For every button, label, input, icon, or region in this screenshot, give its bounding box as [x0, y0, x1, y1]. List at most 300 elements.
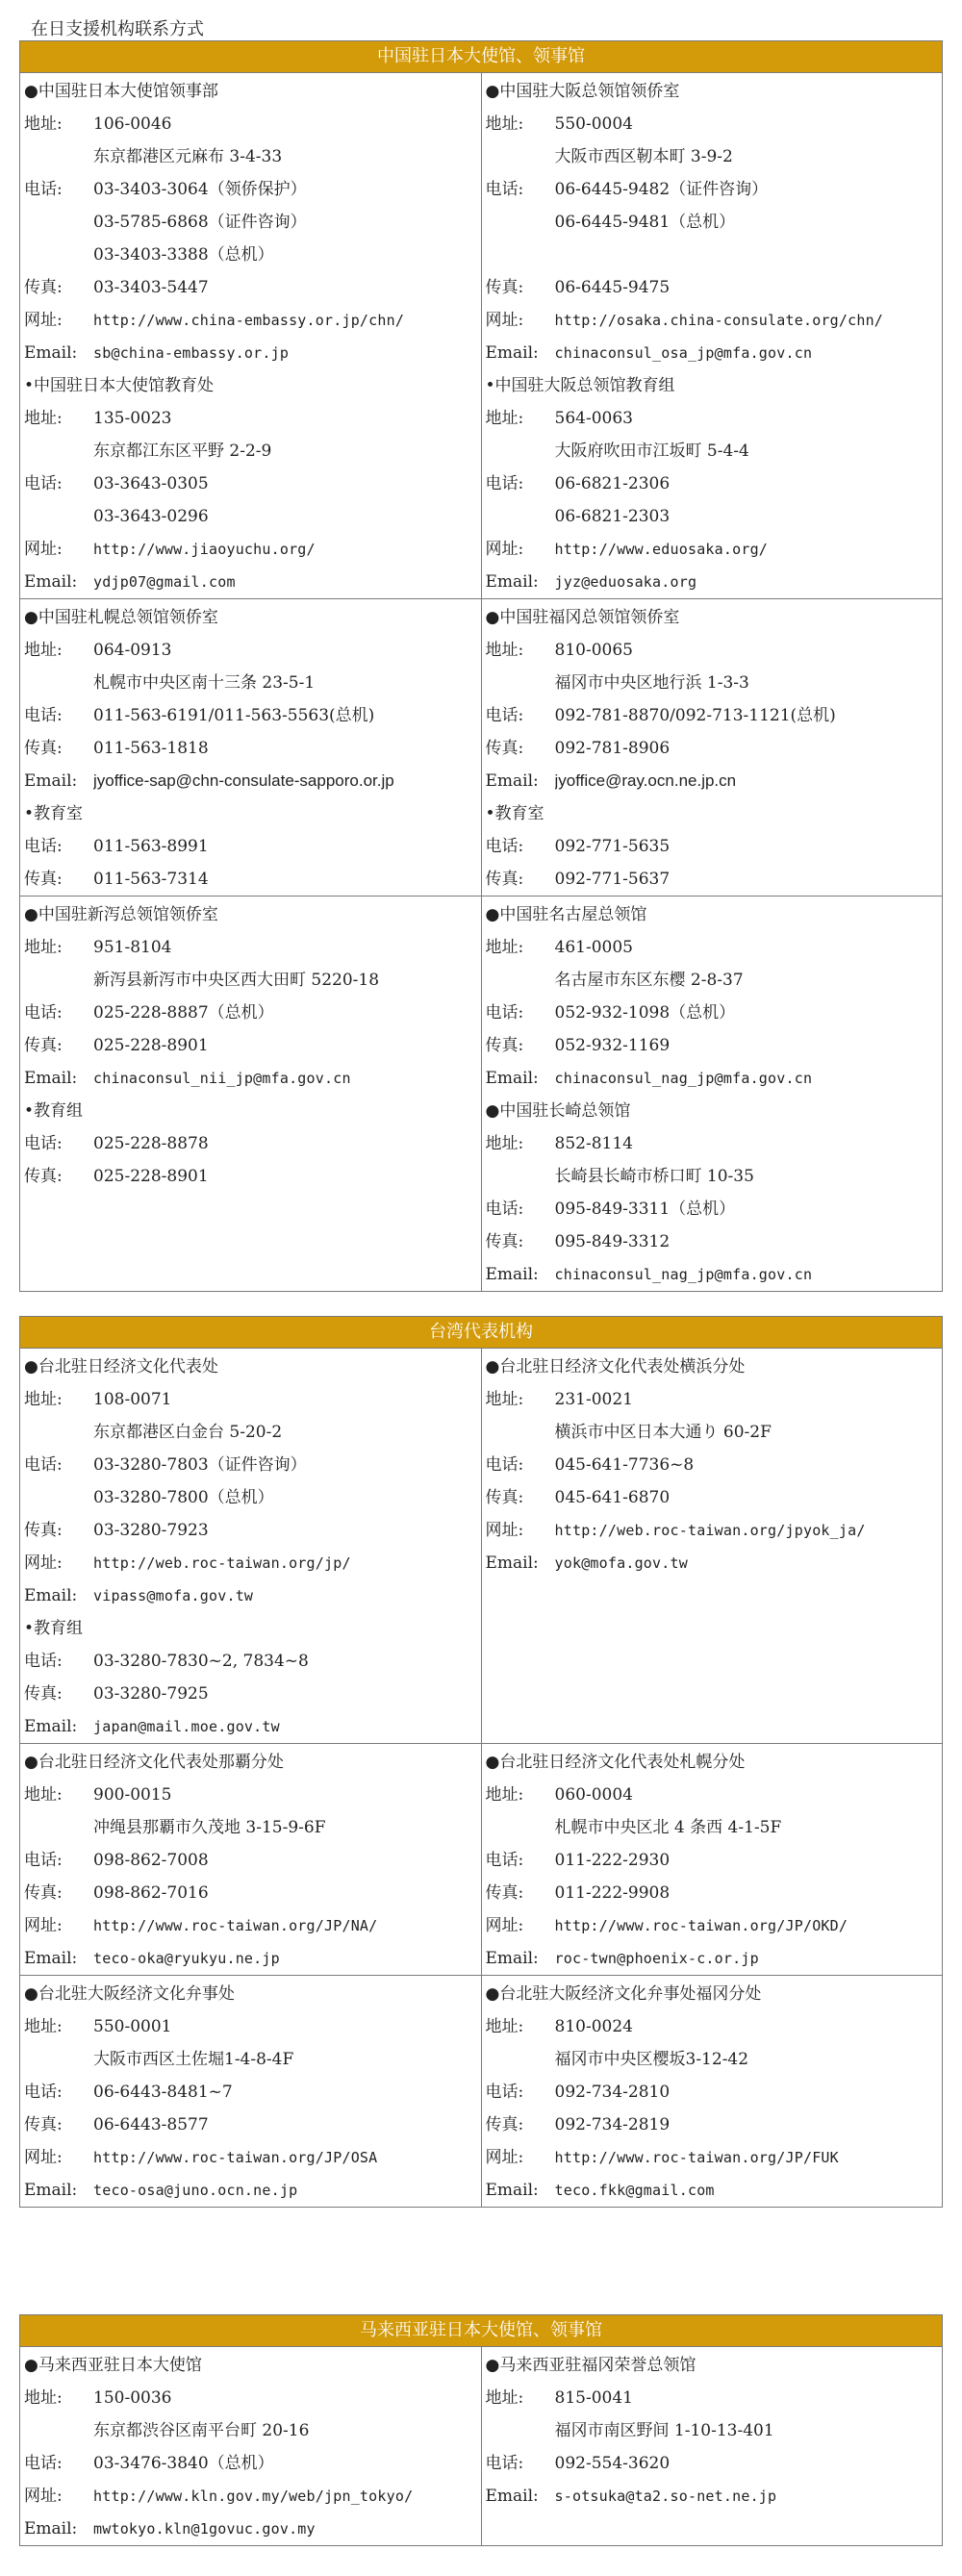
- contact-cell: [481, 599, 942, 897]
- contact-cell: [481, 1744, 942, 1976]
- contact-line: [482, 699, 943, 732]
- contact-line: [482, 566, 943, 598]
- field-value: 06-6821-2306: [554, 474, 671, 493]
- contact-line: [482, 337, 943, 369]
- field-label: [20, 206, 93, 239]
- office-name: [20, 75, 481, 108]
- office-name: [482, 369, 943, 402]
- contact-line: [482, 1779, 943, 1811]
- field-label: 地址:: [485, 2017, 524, 2036]
- contact-line: [20, 140, 481, 173]
- office-name-text: 中国驻日本大使馆教育处: [34, 376, 215, 395]
- field-value: 06-6445-9481（总机）: [554, 213, 736, 232]
- field-label: [482, 1416, 555, 1449]
- office-name-text: 中国驻札幌总领馆领侨室: [38, 608, 218, 627]
- field-value: 045-641-6870: [554, 1488, 671, 1507]
- email-link[interactable]: japan@mail.moe.gov.tw: [93, 1718, 280, 1735]
- contact-row: [20, 2347, 942, 2545]
- bullet-icon: ●: [485, 2356, 500, 2375]
- field-label: Email:: [24, 2181, 78, 2200]
- office-block: [20, 898, 481, 1095]
- contact-line: [20, 271, 481, 304]
- field-label: Email:: [485, 2181, 539, 2200]
- field-value: 06-6445-9475: [554, 278, 671, 297]
- field-value: 011-563-7314: [93, 870, 209, 889]
- bullet-icon: •: [24, 804, 35, 823]
- contact-cell: [20, 73, 481, 599]
- office-name: [20, 1351, 481, 1383]
- field-label: 地址:: [24, 114, 63, 134]
- contact-line: [20, 1029, 481, 1062]
- office-block: [482, 75, 943, 369]
- office-block: [20, 601, 481, 797]
- office-name: [20, 797, 481, 830]
- field-value: 025-228-8887（总机）: [93, 1003, 274, 1023]
- contact-line: [20, 964, 481, 997]
- contact-line: [482, 1811, 943, 1844]
- field-value: 098-862-7016: [93, 1883, 209, 1903]
- office-block: [20, 2349, 481, 2545]
- email-link[interactable]: jyoffice-sap@chn-consulate-sapporo.or.jp: [93, 771, 394, 790]
- office-name: [482, 898, 943, 931]
- field-value: 06-6445-9482（证件咨询）: [554, 180, 769, 199]
- email-link[interactable]: jyoffice@ray.ocn.ne.jp.cn: [554, 771, 737, 790]
- field-label: 网址:: [24, 311, 63, 330]
- field-value: 564-0063: [554, 409, 633, 428]
- field-value: 810-0065: [554, 641, 633, 660]
- field-label: 地址:: [485, 938, 524, 957]
- contact-line: [20, 2076, 481, 2109]
- bullet-icon: •: [485, 804, 495, 823]
- contact-line: [482, 863, 943, 896]
- contact-line: [20, 1909, 481, 1942]
- field-label: [20, 435, 93, 467]
- field-value: 横浜市中区日本大通り 60-2F: [554, 1423, 772, 1442]
- contact-line: [20, 667, 481, 699]
- field-label: 网址:: [485, 1916, 524, 1935]
- field-value: 092-734-2819: [554, 2115, 671, 2134]
- field-label: 传真:: [485, 739, 524, 758]
- office-name: [482, 797, 943, 830]
- office-name: [20, 369, 481, 402]
- bullet-icon: •: [485, 376, 495, 395]
- field-value: 011-563-6191/011-563-5563(总机): [93, 706, 375, 725]
- field-label: 地址:: [485, 1785, 524, 1805]
- email-link[interactable]: teco-oka@ryukyu.ne.jp: [93, 1950, 280, 1967]
- office-name: [482, 1095, 943, 1127]
- field-value: 福冈市中央区地行浜 1-3-3: [554, 673, 749, 693]
- field-label: 地址:: [24, 938, 63, 957]
- field-label: 传真:: [24, 1036, 63, 1055]
- website-link[interactable]: http://www.china-embassy.or.jp/chn/: [93, 312, 405, 329]
- field-value: 550-0004: [554, 114, 633, 134]
- office-block: [482, 1746, 943, 1975]
- contact-line: [20, 2109, 481, 2141]
- contact-line: [20, 1481, 481, 1514]
- contact-line: [20, 997, 481, 1029]
- office-name-text: 台北驻日经济文化代表处那覇分处: [38, 1753, 284, 1772]
- field-label: 电话:: [24, 1652, 63, 1671]
- field-label: 网址:: [485, 311, 524, 330]
- contact-row: [20, 897, 942, 1292]
- office-name: [20, 1746, 481, 1779]
- contact-line: [482, 2447, 943, 2480]
- bullet-icon: ●: [24, 2356, 38, 2375]
- contact-line: [482, 1193, 943, 1225]
- email-link[interactable]: chinaconsul_osa_jp@mfa.gov.cn: [554, 344, 813, 362]
- field-label: 网址:: [485, 2148, 524, 2167]
- section-header: 中国驻日本大使馆、领事馆: [20, 41, 942, 73]
- contact-line: [20, 206, 481, 239]
- contact-line: [482, 533, 943, 566]
- office-name-text: 台北驻日经济文化代表处: [38, 1357, 218, 1376]
- contact-line: [20, 533, 481, 566]
- contact-line: [20, 500, 481, 533]
- field-label: 网址:: [24, 2148, 63, 2167]
- field-value: 815-0041: [554, 2388, 633, 2408]
- email-link[interactable]: vipass@mofa.gov.tw: [93, 1587, 254, 1604]
- field-value: 东京都港区白金台 5-20-2: [93, 1423, 283, 1442]
- contact-line: [482, 2414, 943, 2447]
- field-label: [482, 667, 555, 699]
- contact-line: [482, 2010, 943, 2043]
- field-value: 106-0046: [93, 114, 172, 134]
- contact-line: [482, 732, 943, 765]
- field-label: 电话:: [24, 1134, 63, 1153]
- email-link[interactable]: teco.fkk@gmail.com: [554, 2182, 715, 2199]
- office-block: [482, 1978, 943, 2207]
- contact-line: [20, 2447, 481, 2480]
- website-link[interactable]: http://www.jiaoyuchu.org/: [93, 541, 316, 558]
- field-value: 064-0913: [93, 641, 172, 660]
- field-label: [20, 239, 93, 271]
- office-name: [482, 601, 943, 634]
- contact-line: [20, 2043, 481, 2076]
- field-label: 电话:: [485, 1200, 524, 1219]
- bullet-icon: ●: [24, 905, 38, 924]
- contact-line: [20, 2513, 481, 2545]
- field-label: Email:: [485, 1265, 539, 1284]
- website-link[interactable]: http://www.roc-taiwan.org/JP/OSA: [93, 2149, 378, 2166]
- field-label: 电话:: [24, 2083, 63, 2102]
- office-name: [20, 601, 481, 634]
- field-value: 06-6443-8577: [93, 2115, 209, 2134]
- field-label: [482, 500, 555, 533]
- office-block: [20, 369, 481, 598]
- field-value: 东京都江东区平野 2-2-9: [93, 442, 272, 461]
- field-label: 网址:: [485, 1521, 524, 1540]
- website-link[interactable]: http://web.roc-taiwan.org/jp/: [93, 1554, 351, 1572]
- field-label: Email:: [485, 2487, 539, 2506]
- office-name: [482, 1978, 943, 2010]
- contact-line: [482, 1514, 943, 1547]
- field-label: Email:: [485, 572, 539, 592]
- field-label: 电话:: [485, 1455, 524, 1475]
- contact-line: [482, 2141, 943, 2174]
- website-link[interactable]: http://www.roc-taiwan.org/JP/FUK: [554, 2149, 839, 2166]
- field-label: 地址:: [485, 114, 524, 134]
- contact-line: [20, 765, 481, 797]
- contact-line: [482, 1909, 943, 1942]
- field-label: [482, 964, 555, 997]
- field-label: 电话:: [485, 1851, 524, 1870]
- contact-line: [20, 173, 481, 206]
- field-value: 03-3280-7803（证件咨询）: [93, 1455, 307, 1475]
- bullet-icon: ●: [24, 82, 38, 101]
- email-link[interactable]: yok@mofa.gov.tw: [554, 1554, 688, 1572]
- field-value: 108-0071: [93, 1390, 172, 1409]
- website-link[interactable]: http://www.roc-taiwan.org/JP/OKD/: [554, 1917, 848, 1934]
- contact-line: [482, 2174, 943, 2207]
- office-name-text: 中国驻福冈总领馆领侨室: [499, 608, 680, 627]
- contact-grid: [20, 2347, 942, 2545]
- field-value: 03-3280-7923: [93, 1521, 209, 1540]
- field-label: 电话:: [485, 2083, 524, 2102]
- field-value: 060-0004: [554, 1785, 633, 1805]
- contact-line: [20, 1160, 481, 1193]
- contact-line: [20, 1449, 481, 1481]
- field-label: 地址:: [485, 641, 524, 660]
- field-label: 传真:: [485, 1036, 524, 1055]
- field-label: 地址:: [24, 1390, 63, 1409]
- contact-line: [482, 271, 943, 304]
- field-value: 011-563-8991: [93, 837, 209, 856]
- contact-cell: [481, 1976, 942, 2208]
- office-name-text: 中国驻名古屋总领馆: [499, 905, 647, 924]
- contact-line: [20, 2174, 481, 2207]
- field-value: 045-641-7736~8: [554, 1455, 695, 1475]
- office-name-text: 台北驻大阪经济文化弁事处: [38, 1984, 235, 2004]
- office-name-text: 中国驻新泻总领馆领侨室: [38, 905, 218, 924]
- office-name-text: 教育组: [34, 1619, 84, 1638]
- field-value: 011-563-1818: [93, 739, 209, 758]
- field-label: 地址:: [24, 2017, 63, 2036]
- office-name: [20, 1978, 481, 2010]
- field-value: 03-3476-3840（总机）: [93, 2454, 274, 2473]
- contact-line: [20, 830, 481, 863]
- contact-line: [482, 1481, 943, 1514]
- contact-line: [482, 1062, 943, 1095]
- field-label: [482, 206, 555, 239]
- contact-line: [20, 2010, 481, 2043]
- field-label: 传真:: [24, 1684, 63, 1704]
- contact-line: [20, 1710, 481, 1743]
- contact-line: [20, 1811, 481, 1844]
- office-name-text: 中国驻大阪总领馆教育组: [494, 376, 675, 395]
- field-label: [20, 667, 93, 699]
- field-label: Email:: [24, 2519, 78, 2538]
- field-label: 网址:: [24, 540, 63, 559]
- field-label: Email:: [24, 572, 78, 592]
- contact-line: [482, 1942, 943, 1975]
- field-value: 092-734-2810: [554, 2083, 671, 2102]
- bullet-icon: ●: [24, 1984, 38, 2004]
- office-name-text: 台北驻日经济文化代表处横浜分处: [499, 1357, 746, 1376]
- website-link[interactable]: http://www.roc-taiwan.org/JP/NA/: [93, 1917, 378, 1934]
- field-label: [20, 140, 93, 173]
- contact-line: [482, 140, 943, 173]
- website-link[interactable]: http://www.kln.gov.my/web/jpn_tokyo/: [93, 2488, 414, 2505]
- field-label: 地址:: [485, 2388, 524, 2408]
- field-label: 电话:: [24, 180, 63, 199]
- field-value: 550-0001: [93, 2017, 172, 2036]
- office-name: [482, 2349, 943, 2382]
- contact-grid: [20, 73, 942, 1291]
- email-link[interactable]: sb@china-embassy.or.jp: [93, 344, 290, 362]
- office-name-text: 中国驻大阪总领馆领侨室: [499, 82, 680, 101]
- office-name-text: 中国驻长崎总领馆: [499, 1101, 631, 1121]
- contact-line: [482, 997, 943, 1029]
- field-label: Email:: [485, 343, 539, 363]
- email-link[interactable]: teco-osa@juno.ocn.ne.jp: [93, 2182, 298, 2199]
- contact-row: [20, 1744, 942, 1976]
- email-link[interactable]: jyz@eduosaka.org: [554, 573, 697, 591]
- office-block: [20, 1746, 481, 1975]
- field-label: 传真:: [485, 2115, 524, 2134]
- field-label: 地址:: [24, 1785, 63, 1805]
- field-label: [482, 1160, 555, 1193]
- contact-cell: [20, 1349, 481, 1744]
- field-value: 095-849-3312: [554, 1232, 671, 1251]
- contact-line: [20, 1383, 481, 1416]
- field-label: Email:: [485, 1553, 539, 1573]
- field-label: Email:: [24, 343, 78, 363]
- contact-line: [20, 1645, 481, 1678]
- website-link[interactable]: http://web.roc-taiwan.org/jpyok_ja/: [554, 1522, 866, 1539]
- bullet-icon: ●: [485, 1357, 500, 1376]
- field-label: [20, 964, 93, 997]
- field-value: 092-554-3620: [554, 2454, 671, 2473]
- office-block: [482, 1095, 943, 1291]
- office-block: [482, 601, 943, 797]
- field-label: 传真:: [485, 1883, 524, 1903]
- field-label: 传真:: [24, 2115, 63, 2134]
- field-label: 传真:: [485, 1488, 524, 1507]
- email-link[interactable]: ydjp07@gmail.com: [93, 573, 236, 591]
- contact-line: [20, 402, 481, 435]
- field-label: 电话:: [24, 474, 63, 493]
- section-header: 台湾代表机构: [20, 1317, 942, 1349]
- field-label: [482, 2043, 555, 2076]
- contact-line: [20, 1678, 481, 1710]
- field-value: 095-849-3311（总机）: [554, 1200, 736, 1219]
- email-link[interactable]: chinaconsul_nag_jp@mfa.gov.cn: [554, 1070, 813, 1087]
- field-value: 03-3403-3064（领侨保护）: [93, 180, 307, 199]
- field-label: 传真:: [24, 1521, 63, 1540]
- field-value: 冲绳县那覇市久茂地 3-15-9-6F: [93, 1818, 326, 1837]
- contact-line: [20, 732, 481, 765]
- office-block: [482, 1351, 943, 1579]
- field-label: [482, 435, 555, 467]
- email-link[interactable]: roc-twn@phoenix-c.or.jp: [554, 1950, 759, 1967]
- office-name: [482, 1746, 943, 1779]
- office-name-text: 中国驻日本大使馆领事部: [38, 82, 218, 101]
- field-label: 网址:: [24, 2487, 63, 2506]
- field-label: [20, 1416, 93, 1449]
- field-value: 025-228-8901: [93, 1167, 209, 1186]
- field-value: 852-8114: [554, 1134, 633, 1153]
- office-name-text: 台北驻大阪经济文化弁事处福冈分处: [499, 1984, 762, 2004]
- field-value: 札幌市中央区北 4 条西 4-1-5F: [554, 1818, 782, 1837]
- contact-line: [482, 1225, 943, 1258]
- email-link[interactable]: s-otsuka@ta2.so-net.ne.jp: [554, 2488, 777, 2505]
- office-block: [482, 2349, 943, 2513]
- email-link[interactable]: chinaconsul_nii_jp@mfa.gov.cn: [93, 1070, 351, 1087]
- contact-line: [20, 1416, 481, 1449]
- field-value: 231-0021: [554, 1390, 633, 1409]
- field-label: Email:: [24, 1949, 78, 1968]
- field-value: 092-771-5637: [554, 870, 671, 889]
- contact-line: [482, 765, 943, 797]
- contact-line: [20, 1514, 481, 1547]
- field-label: [20, 500, 93, 533]
- email-link[interactable]: chinaconsul_nag_jp@mfa.gov.cn: [554, 1266, 813, 1283]
- field-label: 电话:: [485, 180, 524, 199]
- field-label: 电话:: [485, 474, 524, 493]
- field-value: 03-3403-5447: [93, 278, 209, 297]
- field-label: Email:: [24, 1717, 78, 1736]
- contact-line: [482, 108, 943, 140]
- field-value: 札幌市中央区南十三条 23-5-1: [93, 673, 316, 693]
- contact-line: [20, 2141, 481, 2174]
- field-label: 电话:: [24, 1455, 63, 1475]
- contact-cell: [481, 73, 942, 599]
- field-value: 052-932-1169: [554, 1036, 671, 1055]
- bullet-icon: ●: [24, 1357, 38, 1376]
- field-value: 03-3403-3388（总机）: [93, 245, 274, 265]
- office-block: [482, 369, 943, 598]
- field-label: Email:: [24, 1069, 78, 1088]
- field-value: 951-8104: [93, 938, 172, 957]
- contact-line: [20, 304, 481, 337]
- field-label: 传真:: [24, 870, 63, 889]
- contact-line: [482, 2043, 943, 2076]
- contact-line: [482, 2480, 943, 2513]
- contact-line: [482, 634, 943, 667]
- field-value: 大阪市西区靭本町 3-9-2: [554, 147, 733, 166]
- field-label: 传真:: [485, 278, 524, 297]
- field-value: 461-0005: [554, 938, 633, 957]
- field-label: 电话:: [485, 2454, 524, 2473]
- field-label: [482, 1811, 555, 1844]
- contact-line: [482, 2076, 943, 2109]
- contact-line: [20, 1127, 481, 1160]
- field-value: 011-222-2930: [554, 1851, 671, 1870]
- field-value: 098-862-7008: [93, 1851, 209, 1870]
- contact-line: [482, 1547, 943, 1579]
- contact-line: [482, 435, 943, 467]
- field-label: [482, 239, 555, 271]
- contact-line: [20, 239, 481, 271]
- email-link[interactable]: mwtokyo.kln@1govuc.gov.my: [93, 2520, 316, 2538]
- contact-line: [482, 402, 943, 435]
- contact-line: [482, 304, 943, 337]
- contact-line: [482, 1844, 943, 1877]
- field-value: 03-3280-7830~2, 7834~8: [93, 1652, 309, 1671]
- bullet-icon: ●: [485, 608, 500, 627]
- field-value: 135-0023: [93, 409, 172, 428]
- contact-line: [482, 1127, 943, 1160]
- field-value: 03-3280-7925: [93, 1684, 209, 1704]
- office-name: [482, 1351, 943, 1383]
- website-link[interactable]: http://www.eduosaka.org/: [554, 541, 769, 558]
- field-value: 大阪市西区土佐堀1-4-8-4F: [93, 2050, 294, 2069]
- field-value: 011-222-9908: [554, 1883, 671, 1903]
- website-link[interactable]: http://osaka.china-consulate.org/chn/: [554, 312, 884, 329]
- field-value: 052-932-1098（总机）: [554, 1003, 736, 1023]
- section-china-embassy: [19, 40, 943, 1292]
- contact-line: [20, 1844, 481, 1877]
